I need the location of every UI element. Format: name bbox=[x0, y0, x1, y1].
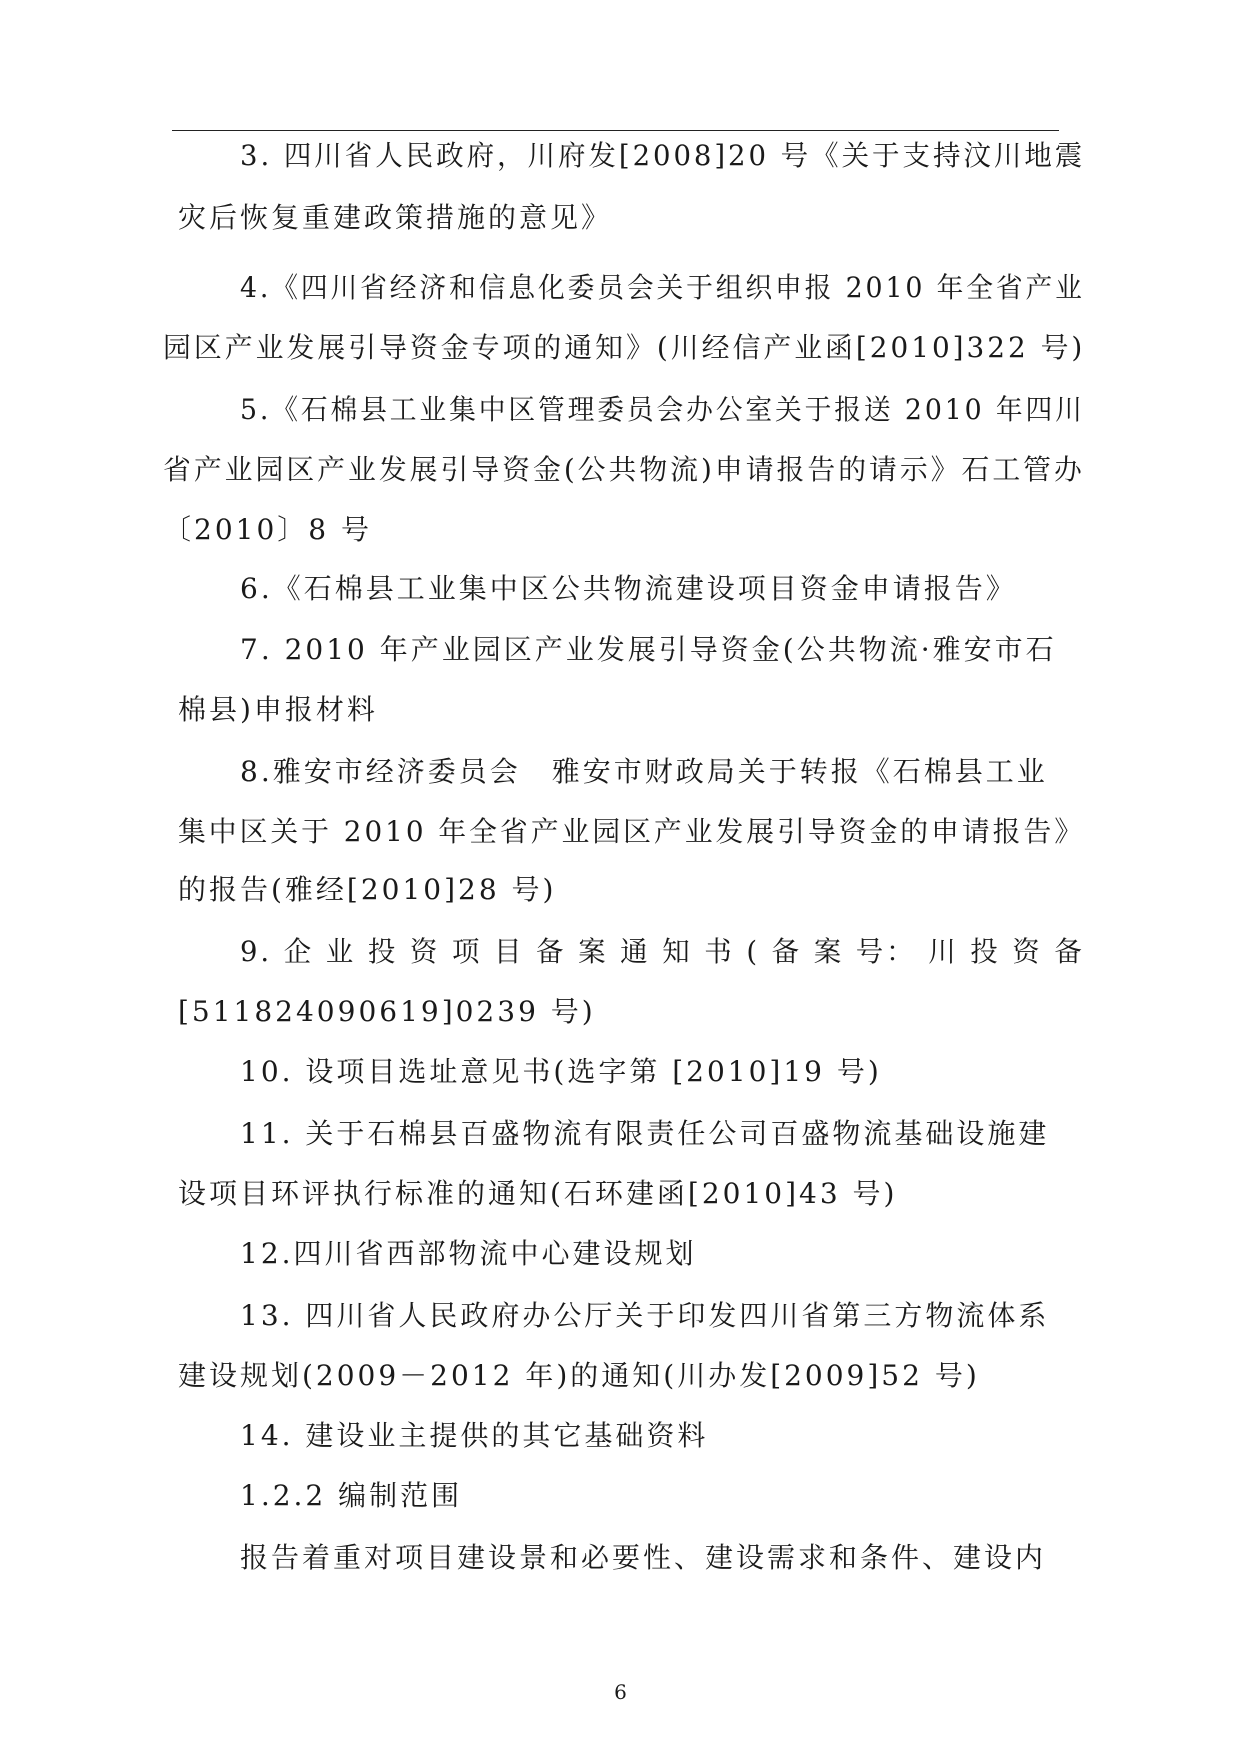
page-number: 6 bbox=[614, 1680, 627, 1704]
text-line: 12.四川省西部物流中心建设规划 bbox=[240, 1237, 697, 1270]
text-line: 7. 2010 年产业园区产业发展引导资金(公共物流·雅安市石 bbox=[240, 633, 1057, 666]
text-line: 省产业园区产业发展引导资金(公共物流)申请报告的请示》石工管办 bbox=[163, 453, 1085, 486]
text-line: 11. 关于石棉县百盛物流有限责任公司百盛物流基础设施建 bbox=[240, 1117, 1050, 1150]
text-line: 3. 四川省人民政府，川府发[2008]20 号《关于支持汶川地震 bbox=[240, 139, 1086, 172]
text-line: 13. 四川省人民政府办公厅关于印发四川省第三方物流体系 bbox=[240, 1299, 1050, 1332]
text-line: 14. 建设业主提供的其它基础资料 bbox=[240, 1419, 709, 1452]
text-line: 棉县)申报材料 bbox=[178, 693, 378, 726]
text-line: 10. 设项目选址意见书(选字第 [2010]19 号) bbox=[240, 1055, 882, 1088]
text-line: 的报告(雅经[2010]28 号) bbox=[178, 873, 557, 906]
text-line: 设项目环评执行标准的通知(石环建函[2010]43 号) bbox=[178, 1177, 898, 1210]
text-line: [511824090619]0239 号) bbox=[178, 995, 596, 1028]
header-rule bbox=[172, 130, 1059, 131]
text-line: 6.《石棉县工业集中区公共物流建设项目资金申请报告》 bbox=[240, 572, 1017, 605]
text-line: 报告着重对项目建设景和必要性、建设需求和条件、建设内 bbox=[240, 1541, 1047, 1574]
text-line: 4.《四川省经济和信息化委员会关于组织申报 2010 年全省产业 bbox=[240, 271, 1085, 304]
text-line: 〔2010〕8 号 bbox=[163, 513, 372, 546]
text-line: 建设规划(2009－2012 年)的通知(川办发[2009]52 号) bbox=[178, 1359, 980, 1392]
text-line: 灾后恢复重建政策措施的意见》 bbox=[178, 201, 613, 234]
section-heading: 1.2.2 编制范围 bbox=[240, 1479, 463, 1512]
text-line: 5.《石棉县工业集中区管理委员会办公室关于报送 2010 年四川 bbox=[240, 393, 1085, 426]
text-line: 9. 企 业 投 资 项 目 备 案 通 知 书 ( 备 案 号： 川 投 资 备 bbox=[240, 935, 1085, 968]
text-line: 8.雅安市经济委员会 雅安市财政局关于转报《石棉县工业 bbox=[240, 755, 1048, 788]
text-line: 园区产业发展引导资金专项的通知》(川经信产业函[2010]322 号) bbox=[163, 331, 1086, 364]
text-line: 集中区关于 2010 年全省产业园区产业发展引导资金的申请报告》 bbox=[178, 815, 1086, 848]
